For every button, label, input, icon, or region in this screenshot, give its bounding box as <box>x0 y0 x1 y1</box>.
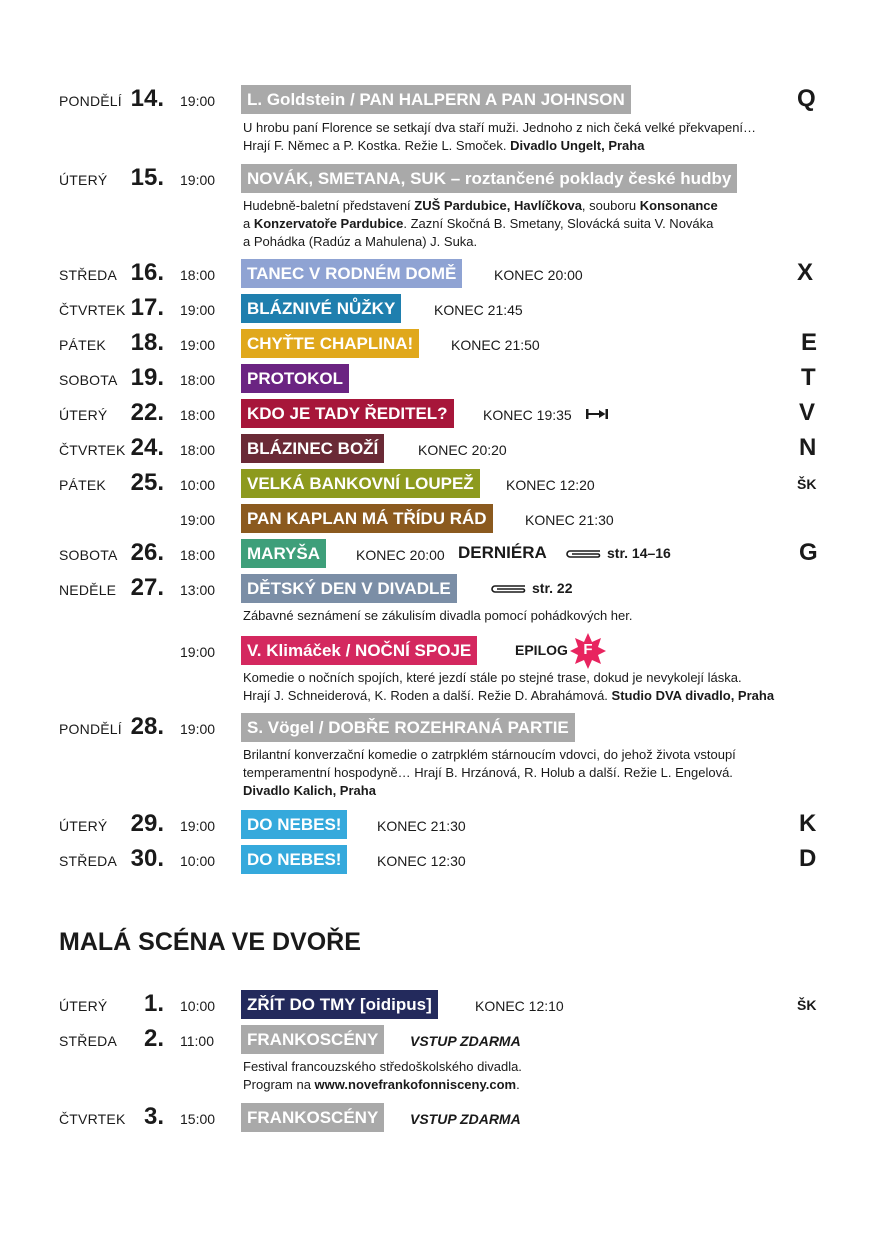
event-row <box>0 845 874 875</box>
event-row <box>0 434 874 464</box>
page-reference-text: str. 22 <box>532 580 573 596</box>
free-entry-label: VSTUP ZDARMA <box>410 1033 521 1049</box>
event-row <box>0 329 874 359</box>
end-time: KONEC 20:00 <box>494 267 583 283</box>
description-line: Hrají J. Schneiderová, K. Roden a další. Režie D. Abrahámová. Studio DVA divadlo, Praha <box>243 688 775 703</box>
event-title[interactable]: PROTOKOL <box>241 364 349 393</box>
description-line: temperamentní hospodyně… Hrají B. Hrzánová, R. Holub a další. Režie L. Engelová. <box>243 765 733 780</box>
event-title[interactable]: VELKÁ BANKOVNÍ LOUPEŽ <box>241 469 480 498</box>
weekday: NEDĚLE <box>59 582 117 598</box>
end-time: KONEC 20:20 <box>418 442 507 458</box>
end-time: KONEC 12:30 <box>377 853 466 869</box>
time: 18:00 <box>180 442 216 458</box>
date: 17. <box>130 294 164 321</box>
weekday: SOBOTA <box>59 547 118 563</box>
page-reference-text: str. 14–16 <box>607 545 671 561</box>
event-row <box>0 504 874 534</box>
weekday: STŘEDA <box>59 853 117 869</box>
event-title[interactable]: KDO JE TADY ŘEDITEL? <box>241 399 454 428</box>
weekday: ÚTERÝ <box>59 998 108 1014</box>
badge-letter: F <box>583 641 593 658</box>
event-row <box>0 1025 874 1055</box>
event-title[interactable]: BLÁZNIVÉ NŮŽKY <box>241 294 401 323</box>
description-line <box>243 782 736 800</box>
time: 18:00 <box>180 267 216 283</box>
date: 2. <box>143 1025 164 1052</box>
subscription-letter: K <box>799 810 817 837</box>
weekday: STŘEDA <box>59 267 117 283</box>
description-line: Program na www.novefrankofonnisceny.com. <box>243 1077 520 1092</box>
no-intermission-icon <box>585 408 609 420</box>
description-line: Festival francouzského středoškolského divadla. <box>243 1059 522 1074</box>
date: 28. <box>130 713 164 740</box>
event-row <box>0 990 874 1020</box>
end-time: KONEC 21:30 <box>377 818 466 834</box>
event-description <box>243 1058 522 1094</box>
venue: Studio DVA divadlo, Praha <box>611 688 775 703</box>
time: 18:00 <box>180 372 216 388</box>
weekday: ČTVRTEK <box>59 302 126 318</box>
time: 19:00 <box>180 302 216 318</box>
event-title[interactable]: FRANKOSCÉNY <box>241 1025 384 1054</box>
event-title[interactable]: BLÁZINEC BOŽÍ <box>241 434 384 463</box>
description-line: a Pohádka (Radúz a Mahulena) J. Suka. <box>243 234 478 249</box>
time: 15:00 <box>180 1111 216 1127</box>
time: 11:00 <box>180 1033 214 1049</box>
subscription-letter: Q <box>797 85 816 112</box>
date: 27. <box>130 574 164 601</box>
date: 1. <box>143 990 164 1017</box>
weekday: SOBOTA <box>59 372 118 388</box>
description-line: Brilantní konverzační komedie o zatrpklém stárnoucím vdovci, do jehož života vstoupí <box>243 747 736 762</box>
event-row <box>0 539 874 569</box>
description-line: a Konzervatoře Pardubice. Zazní Skočná B. Smetany, Slovácká suita V. Nováka <box>243 216 714 231</box>
event-description <box>243 669 774 705</box>
event-title[interactable]: L. Goldstein / PAN HALPERN A PAN JOHNSON <box>241 85 631 114</box>
event-row <box>0 364 874 394</box>
event-row <box>0 636 874 666</box>
event-title[interactable]: DO NEBES! <box>241 845 347 874</box>
date: 24. <box>130 434 164 461</box>
time: 18:00 <box>180 547 216 563</box>
event-row <box>0 574 874 604</box>
date: 30. <box>130 845 164 872</box>
event-title[interactable]: V. Klimáček / NOČNÍ SPOJE <box>241 636 477 665</box>
event-title[interactable]: TANEC V RODNÉM DOMĚ <box>241 259 462 288</box>
time: 10:00 <box>180 477 216 493</box>
weekday: STŘEDA <box>59 1033 117 1049</box>
description-line: Hrají F. Němec a P. Kostka. Režie L. Smoček. Divadlo Ungelt, Praha <box>243 138 645 153</box>
venue: Divadlo Kalich, Praha <box>243 783 376 798</box>
event-title[interactable]: ZŘÍT DO TMY [oidipus] <box>241 990 438 1019</box>
event-row <box>0 294 874 324</box>
end-time: KONEC 12:10 <box>475 998 564 1014</box>
event-row <box>0 399 874 429</box>
weekday: ÚTERÝ <box>59 407 108 423</box>
weekday: ČTVRTEK <box>59 442 126 458</box>
weekday: ÚTERÝ <box>59 172 108 188</box>
end-time: KONEC 20:00 <box>356 547 445 563</box>
weekday: PÁTEK <box>59 477 106 493</box>
time: 10:00 <box>180 853 216 869</box>
date: 16. <box>130 259 164 286</box>
subscription-letter: X <box>797 259 814 286</box>
event-title[interactable]: PAN KAPLAN MÁ TŘÍDU RÁD <box>241 504 493 533</box>
paperclip-icon <box>564 548 602 560</box>
date: 26. <box>130 539 164 566</box>
event-row <box>0 469 874 499</box>
date: 25. <box>130 469 164 496</box>
festival-badge <box>569 632 607 670</box>
time: 19:00 <box>180 512 216 528</box>
subscription-letter: V <box>799 399 816 426</box>
date: 29. <box>130 810 164 837</box>
time: 19:00 <box>180 818 216 834</box>
event-description <box>243 119 756 155</box>
end-time: KONEC 21:30 <box>525 512 614 528</box>
venue: Divadlo Ungelt, Praha <box>510 138 645 153</box>
subscription-letter: D <box>799 845 817 872</box>
time: 19:00 <box>180 337 216 353</box>
time: 13:00 <box>180 582 216 598</box>
event-row <box>0 164 874 194</box>
free-entry-label: VSTUP ZDARMA <box>410 1111 521 1127</box>
event-description <box>243 746 736 800</box>
date: 22. <box>130 399 164 426</box>
weekday: ČTVRTEK <box>59 1111 126 1127</box>
page-reference[interactable] <box>564 545 671 561</box>
date: 18. <box>130 329 164 356</box>
date: 15. <box>130 164 164 191</box>
section-title: MALÁ SCÉNA VE DVOŘE <box>59 928 361 956</box>
subscription-letter: T <box>801 364 816 391</box>
date: 14. <box>130 85 164 112</box>
event-row <box>0 713 874 743</box>
end-time: KONEC 21:50 <box>451 337 540 353</box>
event-row <box>0 85 874 115</box>
time: 19:00 <box>180 721 216 737</box>
event-title[interactable]: FRANKOSCÉNY <box>241 1103 384 1132</box>
subscription-letter: G <box>799 539 818 566</box>
weekday: PÁTEK <box>59 337 106 353</box>
event-title[interactable]: DO NEBES! <box>241 810 347 839</box>
time: 10:00 <box>180 998 216 1014</box>
website-link[interactable]: www.novefrankofonnisceny.com <box>314 1077 517 1092</box>
weekday: PONDĚLÍ <box>59 93 122 109</box>
weekday: PONDĚLÍ <box>59 721 122 737</box>
event-title[interactable]: CHYŤTE CHAPLINA! <box>241 329 419 358</box>
event-title[interactable]: DĚTSKÝ DEN V DIVADLE <box>241 574 457 603</box>
end-time: KONEC 21:45 <box>434 302 523 318</box>
end-time: KONEC 19:35 <box>483 407 572 423</box>
description-line: U hrobu paní Florence se setkají dva staří muži. Jednoho z nich čeká velké překvapení… <box>243 120 757 135</box>
event-description <box>243 197 718 251</box>
event-title[interactable]: S. Vögel / DOBŘE ROZEHRANÁ PARTIE <box>241 713 575 742</box>
subscription-letter: ŠK <box>797 997 817 1013</box>
event-row <box>0 259 874 289</box>
description-line: Komedie o nočních spojích, které jezdí stále po stejné trase, dokud je nevykolejí láska. <box>243 670 742 685</box>
time: 19:00 <box>180 93 216 109</box>
event-row <box>0 1103 874 1133</box>
event-title[interactable]: NOVÁK, SMETANA, SUK – roztančené poklady české hudby <box>241 164 737 193</box>
subscription-letter: ŠK <box>797 476 817 492</box>
description-line: Hudebně-baletní představení ZUŠ Pardubice, Havlíčkova, souboru Konsonance <box>243 198 718 213</box>
event-title[interactable]: MARYŠA <box>241 539 326 568</box>
time: 19:00 <box>180 172 216 188</box>
event-row <box>0 810 874 840</box>
page-reference[interactable] <box>489 580 572 596</box>
epilog-label: EPILOG <box>515 642 568 658</box>
date: 3. <box>143 1103 164 1130</box>
weekday: ÚTERÝ <box>59 818 108 834</box>
event-description: Zábavné seznámení se zákulisím divadla pomocí pohádkových her. <box>243 608 633 623</box>
time: 18:00 <box>180 407 216 423</box>
end-time: KONEC 12:20 <box>506 477 595 493</box>
paperclip-icon <box>489 583 527 595</box>
date: 19. <box>130 364 164 391</box>
time: 19:00 <box>180 644 216 660</box>
derniere-label: DERNIÉRA <box>458 543 547 562</box>
subscription-letter: N <box>799 434 817 461</box>
subscription-letter: E <box>801 329 818 356</box>
